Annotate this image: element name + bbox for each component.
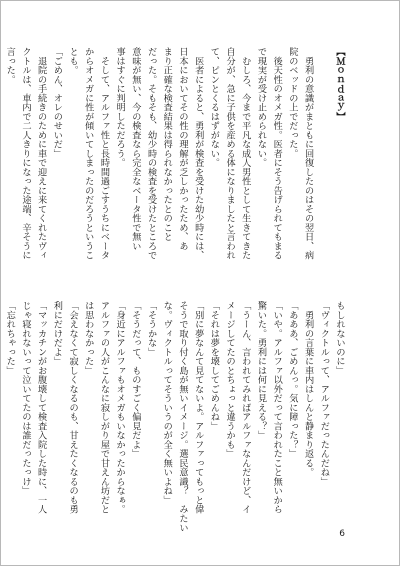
text-line: そうで取り付く島が無いイメージ。選民意識？ みたい [176, 301, 188, 533]
text-line: 勇利の言葉に車内はしんと静まり返る。 [302, 301, 314, 477]
text-line: で現実が受け止められない。 [255, 47, 267, 168]
text-line: 「そうだって、ものすごく偏見だよ」 [129, 301, 141, 459]
text-line: は思わなかった」 [82, 301, 94, 375]
text-line: 「いや。アルファ以外だって言われたこと無いから [271, 301, 283, 514]
upper-text-block [4, 47, 347, 286]
text-line: とも。 [67, 47, 79, 75]
text-line: 後天性のオメガ性。医者にそう告げられてもまる [271, 47, 283, 260]
text-line: 「身近にアルファもオメガもいなかったからなぁ。 [114, 301, 126, 514]
lower-text-block [4, 301, 347, 540]
text-line: だった。そもそも、幼少時の検査を受けたところで [145, 47, 157, 260]
text-line [0, 301, 2, 540]
text-line: 「うーん、言われてみればアルファなんだけど、イ [239, 301, 251, 514]
blank-line [316, 47, 332, 56]
text-line: クトルは、車内で二人きりになった途端、辛そうに [19, 47, 31, 260]
text-line: 「そうかな」 [145, 301, 157, 357]
text-line: 事はすぐに判明しただろう。 [114, 47, 126, 168]
text-line: 言った。 [4, 47, 16, 84]
text-line: な。ヴィクトルってそういうのが全く無いよね」 [161, 301, 173, 505]
page-number: 6 [339, 529, 345, 539]
text-line: て、ピンとくるはずがない。 [208, 47, 220, 168]
text-line: からオメガに性が傾いてしまったのだろうというこ [82, 47, 94, 260]
text-line: 「会えなくて寂しくなるのも、甘えたくなるのも勇 [67, 301, 79, 514]
text-line [0, 47, 2, 286]
text-line: 「ごめん、オレのせいだ」 [51, 47, 63, 158]
text-line: 利にだけだよ」 [51, 301, 63, 366]
text-line: 意味が無い、今の検査なら完全なベータ性で無い [129, 47, 141, 251]
text-line: 自分が、急に子供を産める体になりましたと言われ [224, 47, 236, 260]
text-line: 日本においてその性の理解が乏しかったため、あ [176, 47, 188, 251]
text-line: 院のベッドの上でだった。 [286, 47, 298, 158]
text-line: もしれないのに」 [334, 301, 345, 375]
text-line: そして、アルファ性と長時間過ごすうちにベータ [98, 47, 110, 260]
text-line: 「マッカチンがお腹壊して検査入院した時に、一人 [35, 301, 47, 514]
text-line: まり正確な検査結果は得られなかったとのこと [161, 47, 173, 242]
text-line: 「別に夢なんて見てないよ。アルファってもっと偉 [192, 301, 204, 514]
section-heading: 【Ｍｏｎｄａｙ】 [334, 47, 345, 121]
text-line: メージしてたのとちょっと違うかも」 [224, 301, 236, 459]
text-line: 「ヴィクトルって、アルファだったんだね」 [318, 301, 330, 486]
text-line: 退院の手続きのために車で迎えに来てくれたヴィ [35, 47, 47, 260]
text-line: 勇利の意識がまともに回復したのはその翌日、病 [302, 47, 314, 260]
text-line: 「あああ、ごめんっ。気に障った？」 [286, 301, 298, 459]
text-line: 「それは夢を壊してごめんね」 [208, 301, 220, 431]
text-line: アルファの人がこんなに寂しがり屋で甘えん坊だと [98, 301, 110, 514]
text-line: むしろ、今まで平凡な成人男性として生きてきた [239, 47, 251, 260]
text-line: 医者によると、勇利が検査を受けた幼少時には、 [192, 47, 204, 260]
text-line: 驚いた。勇利には何に見える？」 [255, 301, 267, 440]
text-line: じゃ寝れないって泣いてたのは誰だったっけ」 [19, 301, 31, 496]
text-line: 「忘れちゃった」 [4, 301, 16, 375]
